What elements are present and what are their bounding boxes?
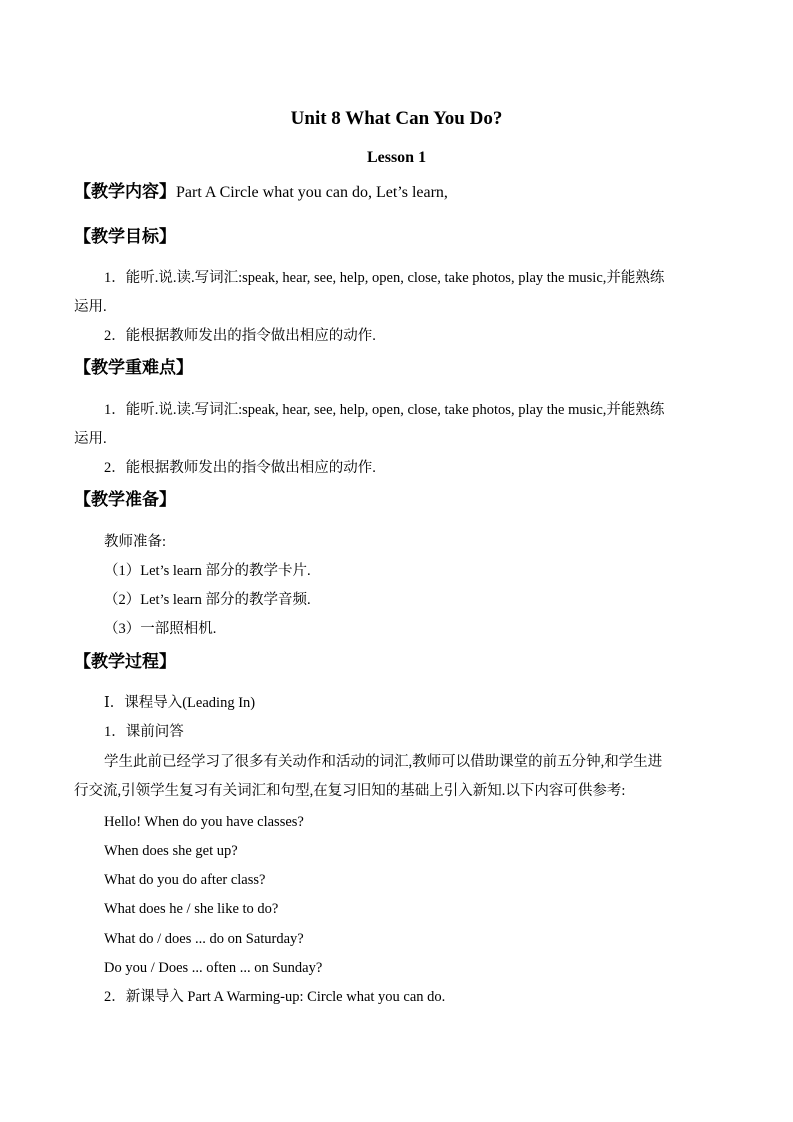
process-line: 学生此前已经学习了很多有关动作和活动的词汇,教师可以借助课堂的前五分钟,和学生进 bbox=[104, 754, 663, 770]
process-line: Ⅰ．课程导入(Leading In) bbox=[104, 695, 256, 711]
process-line: 1．课前问答 bbox=[104, 724, 184, 740]
preparation-line: （2）Let’s learn 部分的教学音频. bbox=[104, 592, 311, 608]
process-heading: 【教学过程】 bbox=[74, 652, 176, 672]
objectives-heading: 【教学目标】 bbox=[74, 227, 176, 247]
content-heading: 【教学内容】 bbox=[74, 182, 176, 202]
process-line: 行交流,引领学生复习有关词汇和句型,在复习旧知的基础上引入新知.以下内容可供参考: bbox=[74, 783, 626, 799]
preparation-line: （3）一部照相机. bbox=[104, 621, 217, 637]
process-line: What does he / she like to do? bbox=[104, 901, 279, 917]
content-text: Part A Circle what you can do, Let’s learn, bbox=[176, 184, 448, 201]
process-line: Do you / Does ... often ... on Sunday? bbox=[104, 960, 323, 976]
lesson-title: Lesson 1 bbox=[366, 149, 427, 166]
objective-line: 1．能听.说.读.写词汇:speak, hear, see, help, open, close, take photos, play the music,并能熟练 bbox=[104, 270, 665, 286]
preparation-line: 教师准备: bbox=[104, 534, 167, 550]
keypoints-heading: 【教学重难点】 bbox=[74, 358, 193, 378]
keypoint-line: 1．能听.说.读.写词汇:speak, hear, see, help, open, close, take photos, play the music,并能熟练 bbox=[104, 402, 665, 418]
process-line: When does she get up? bbox=[104, 843, 238, 859]
process-line: What do you do after class? bbox=[104, 872, 266, 888]
objective-line: 2．能根据教师发出的指令做出相应的动作. bbox=[104, 328, 376, 344]
process-line: Hello! When do you have classes? bbox=[104, 814, 304, 830]
document-title: Unit 8 What Can You Do? bbox=[290, 108, 503, 129]
preparation-heading: 【教学准备】 bbox=[74, 490, 176, 510]
objective-line: 运用. bbox=[74, 299, 107, 315]
content-line bbox=[74, 181, 448, 204]
preparation-line: （1）Let’s learn 部分的教学卡片. bbox=[104, 563, 311, 579]
process-line: What do / does ... do on Saturday? bbox=[104, 931, 304, 947]
process-line: 2．新课导入 Part A Warming-up: Circle what you can do. bbox=[104, 989, 446, 1005]
keypoint-line: 运用. bbox=[74, 431, 107, 447]
keypoint-line: 2．能根据教师发出的指令做出相应的动作. bbox=[104, 460, 376, 476]
